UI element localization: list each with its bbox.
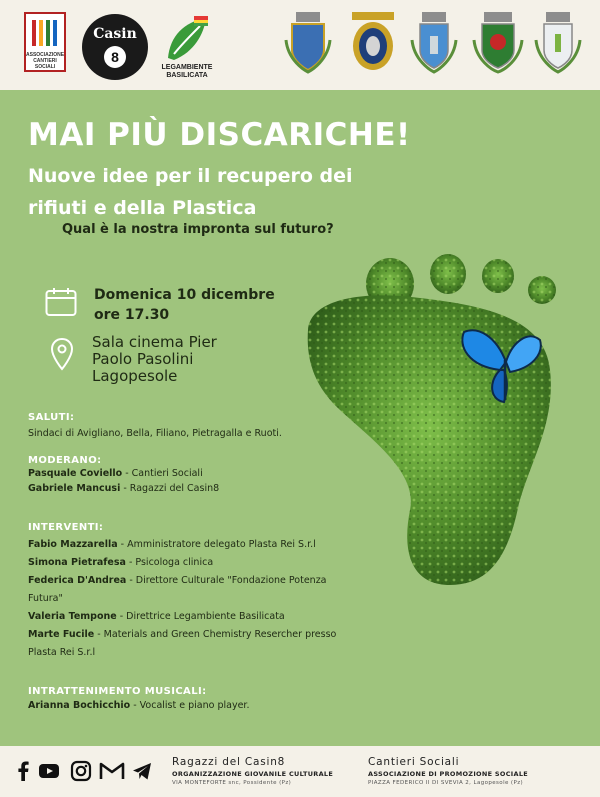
interventi-row <box>28 647 408 658</box>
moss-footprint-image <box>300 250 570 585</box>
bella-crest-icon <box>344 10 402 74</box>
saluti-heading: SALUTI: <box>28 412 75 423</box>
subtitle-line-1: Nuove idee per il recupero dei <box>28 165 353 187</box>
moderano-row <box>28 483 408 494</box>
org-cantieri-name: Cantieri Sociali <box>368 756 460 768</box>
calendar-icon <box>45 287 77 317</box>
interventi-row <box>28 629 408 640</box>
org-cantieri-desc: ASSOCIAZIONE DI PROMOZIONE SOCIALE <box>368 770 529 778</box>
interventi-row <box>28 611 408 622</box>
speaker-name: Fabio Mazzarella <box>28 539 118 550</box>
cantieri-sociali-logo <box>24 12 66 72</box>
casin8-logo-text: Casin <box>93 26 137 42</box>
speaker-role: - Direttore Culturale "Fondazione Potenza <box>126 575 327 586</box>
filiano-crest-icon <box>410 10 458 74</box>
moderator-name: Gabriele Mancusi <box>28 483 121 494</box>
event-place-line-3: Lagopesole <box>92 367 178 385</box>
facebook-icon[interactable] <box>12 760 34 782</box>
event-date-time: ore 17.30 <box>94 307 170 323</box>
speaker-name: Marte Fucile <box>28 629 95 640</box>
gmail-icon[interactable] <box>99 760 125 782</box>
moderano-heading: MODERANO: <box>28 455 102 466</box>
org-casin8-desc: ORGANIZZAZIONE GIOVANILE CULTURALE <box>172 770 334 778</box>
casin8-logo-ball: 8 <box>104 46 126 68</box>
speaker-role: - Direttrice Legambiente Basilicata <box>116 611 285 622</box>
moderator-name: Pasquale Coviello <box>28 468 123 479</box>
speaker-name: Federica D'Andrea <box>28 575 127 586</box>
instagram-icon[interactable] <box>70 760 92 782</box>
speaker-role: Futura" <box>28 593 63 604</box>
speaker-name: Valeria Tempone <box>28 611 117 622</box>
pietragalla-crest-icon <box>470 10 526 74</box>
legambiente-logo <box>160 14 214 78</box>
telegram-icon[interactable] <box>131 760 153 782</box>
youtube-icon[interactable] <box>38 760 60 782</box>
org-casin8-name: Ragazzi del Casin8 <box>172 756 286 768</box>
location-pin-icon <box>50 337 74 371</box>
moderano-row <box>28 468 408 479</box>
event-place-line-1: Sala cinema Pier <box>92 333 217 351</box>
speaker-role: Plasta Rei S.r.l <box>28 647 96 658</box>
event-date <box>94 285 304 325</box>
performer-name: Arianna Bochicchio <box>28 700 131 711</box>
speaker-role: - Amministratore delegato Plasta Rei S.r.l <box>117 539 316 550</box>
org-casin8 <box>172 756 362 786</box>
org-cantieri-sociali <box>368 756 592 786</box>
avigliano-crest-icon <box>284 10 332 74</box>
interventi-row <box>28 557 408 568</box>
interventi-row <box>28 593 408 604</box>
cantieri-sociali-logo-text: ASSOCIAZIONE CANTIERI SOCIALI <box>26 52 65 70</box>
legambiente-logo-text: LEGAMBIENTE BASILICATA <box>161 64 213 79</box>
poster-subtitle <box>28 160 488 224</box>
performer-role: - Vocalist e piano player. <box>130 700 250 711</box>
poster-title: MAI PIÙ DISCARICHE! <box>28 117 411 153</box>
moderator-role: - Cantieri Sociali <box>122 468 203 479</box>
intrattenimento-heading: INTRATTENIMENTO MUSICALI: <box>28 686 207 697</box>
speaker-role: - Psicologa clinica <box>125 557 214 568</box>
subtitle-line-2: rifiuti e della Plastica <box>28 197 257 219</box>
event-place-line-2: Paolo Pasolini <box>92 350 194 368</box>
footer <box>0 746 600 797</box>
org-cantieri-address: PIAZZA FEDERICO II DI SVEVIA 2, Lagopesole (Pz) <box>368 780 524 786</box>
legambiente-leaf-icon <box>160 14 214 64</box>
event-date-day: Domenica 10 dicembre <box>94 287 275 303</box>
poster-question: Qual è la nostra impronta sul futuro? <box>62 222 334 237</box>
saluti-text: Sindaci di Avigliano, Bella, Filiano, Pietragalla e Ruoti. <box>28 428 282 439</box>
intrattenimento-row <box>28 700 408 711</box>
interventi-row <box>28 539 408 550</box>
ruoti-crest-icon <box>534 10 582 74</box>
event-place <box>92 334 272 385</box>
org-casin8-address: VIA MONTEFORTE snc, Possidente (Pz) <box>172 780 292 786</box>
header-logos <box>0 0 600 90</box>
speaker-role: - Materials and Green Chemistry Resercher presso <box>94 629 337 640</box>
interventi-heading: INTERVENTI: <box>28 522 104 533</box>
interventi-row <box>28 575 408 586</box>
speaker-name: Simona Pietrafesa <box>28 557 126 568</box>
casin8-logo <box>82 14 148 80</box>
moderator-role: - Ragazzi del Casin8 <box>120 483 220 494</box>
